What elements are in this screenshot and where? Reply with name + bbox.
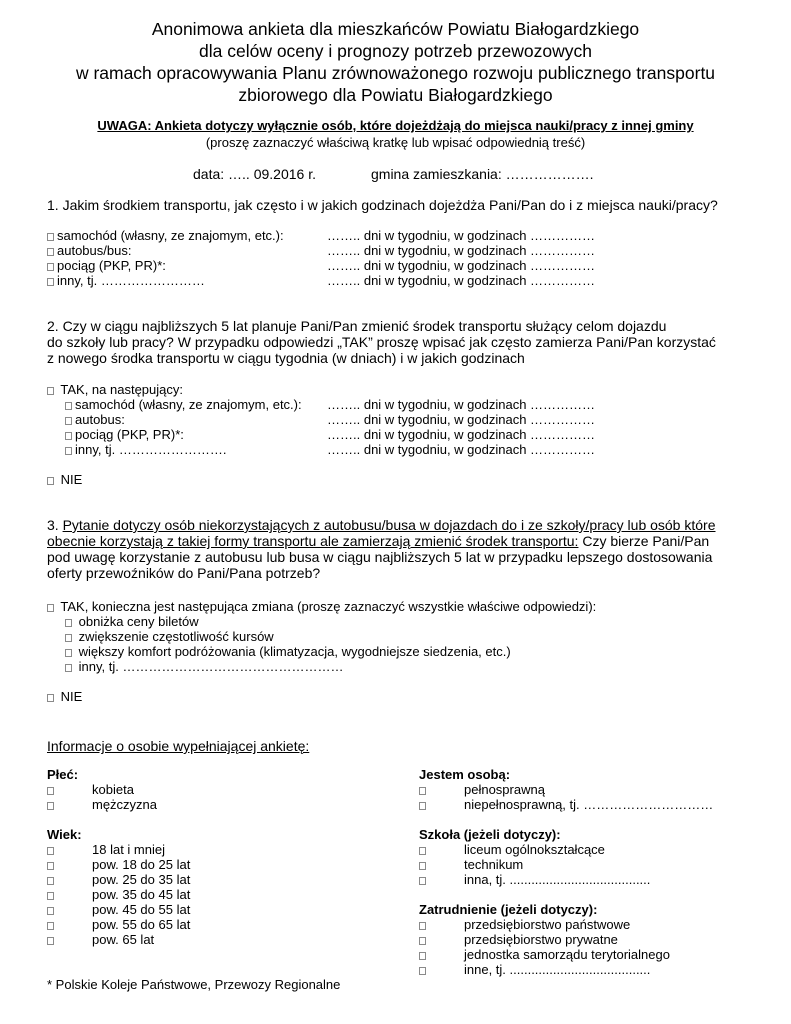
checkbox-icon[interactable] <box>419 952 426 960</box>
question-3-line-2 <box>47 533 709 549</box>
question-2-line-1: 2. Czy w ciągu najbliższych 5 lat planuje Pani/Pan zmienić środek transportu służący celom dojazdu <box>47 318 667 334</box>
checkbox-icon[interactable] <box>419 877 426 885</box>
q1-frequency-field[interactable]: …….. dni w tygodniu, w godzinach …………… <box>327 243 596 258</box>
q1-frequency-field[interactable]: …….. dni w tygodniu, w godzinach …………… <box>327 258 596 273</box>
q3-option-label: inny, tj. …………………………………………… <box>78 659 344 674</box>
checkbox-icon[interactable] <box>47 787 54 795</box>
gmina-field[interactable]: gmina zamieszkania: ………………. <box>371 166 594 182</box>
disability-label: Jestem osobą: <box>419 767 511 782</box>
checkbox-icon[interactable] <box>47 862 54 870</box>
question-3-intro: Pytanie dotyczy osób niekorzystających z autobusu/busa w dojazdach do i ze szkoły/pracy lub osób które <box>62 517 716 533</box>
gender-option-label: mężczyzna <box>92 797 158 812</box>
warning-notice: UWAGA: Ankieta dotyczy wyłącznie osób, które dojeżdżają do miejsca nauki/pracy z innej gminy <box>97 118 694 133</box>
checkbox-icon[interactable] <box>419 847 426 855</box>
q1-option-label: inny, tj. …………………… <box>57 273 205 288</box>
q2-no-label: NIE <box>60 472 83 487</box>
survey-title-line-4: zbiorowego dla Powiatu Białogardzkiego <box>238 85 553 105</box>
school-option[interactable] <box>419 857 429 872</box>
q1-option-label: pociąg (PKP, PR)*: <box>57 258 166 273</box>
gender-option-label: kobieta <box>92 782 134 797</box>
q2-option-label: pociąg (PKP, PR)*: <box>75 427 184 442</box>
age-option[interactable] <box>47 857 57 872</box>
q2-frequency-field[interactable]: …….. dni w tygodniu, w godzinach …………… <box>327 427 596 442</box>
school-option-label[interactable]: inna, tj. ....................................... <box>464 872 651 887</box>
q3-option-frequency[interactable] <box>65 629 274 644</box>
checkbox-icon[interactable] <box>65 432 72 440</box>
q3-option-other[interactable] <box>65 659 343 674</box>
question-3-question-start: Czy bierze Pani/Pan <box>578 533 710 549</box>
q2-option-label: autobus: <box>75 412 125 427</box>
q1-frequency-field[interactable]: …….. dni w tygodniu, w godzinach …………… <box>327 228 596 243</box>
q2-option-label: inny, tj. ……………………. <box>75 442 227 457</box>
school-option[interactable] <box>419 842 429 857</box>
age-option[interactable] <box>47 887 57 902</box>
q3-yes-option[interactable] <box>47 599 596 614</box>
school-option-label: technikum <box>464 857 524 872</box>
q2-option-other[interactable] <box>65 442 226 457</box>
q3-no-option[interactable] <box>47 689 82 704</box>
q1-frequency-field[interactable]: …….. dni w tygodniu, w godzinach …………… <box>327 273 596 288</box>
age-option[interactable] <box>47 932 57 947</box>
survey-title-line-2: dla celów oceny i prognozy potrzeb przewozowych <box>199 41 592 61</box>
age-option[interactable] <box>47 842 57 857</box>
info-heading: Informacje o osobie wypełniającej ankietę: <box>47 738 310 754</box>
q2-yes-option[interactable] <box>47 382 183 397</box>
age-option-label: pow. 25 do 35 lat <box>92 872 191 887</box>
checkbox-icon[interactable] <box>47 802 54 810</box>
gender-option-male[interactable] <box>47 797 57 812</box>
disability-option-label[interactable]: niepełnosprawną, tj. ………………………… <box>464 797 714 812</box>
footnote: * Polskie Koleje Państwowe, Przewozy Regionalne <box>47 977 341 992</box>
q1-option-bus[interactable] <box>47 243 131 258</box>
q2-frequency-field[interactable]: …….. dni w tygodniu, w godzinach …………… <box>327 397 596 412</box>
employment-option-label: jednostka samorządu terytorialnego <box>464 947 670 962</box>
q3-option-label: obniżka ceny biletów <box>78 614 199 629</box>
checkbox-icon[interactable] <box>47 278 54 286</box>
checkbox-icon[interactable] <box>47 922 54 930</box>
q2-option-train[interactable] <box>65 427 184 442</box>
checkbox-icon[interactable] <box>47 847 54 855</box>
checkbox-icon[interactable] <box>65 649 72 657</box>
q1-option-label: autobus/bus: <box>57 243 132 258</box>
age-option[interactable] <box>47 917 57 932</box>
checkbox-icon[interactable] <box>65 402 72 410</box>
disability-option[interactable] <box>419 782 429 797</box>
age-option-label: pow. 65 lat <box>92 932 155 947</box>
disability-option[interactable] <box>419 797 429 812</box>
date-field[interactable]: data: ….. 09.2016 r. <box>193 166 316 182</box>
question-2-line-2: do szkoły lub pracy? W przypadku odpowiedzi „TAK” proszę wpisać jak często zamierza Pani/Pan korzystać <box>47 334 716 350</box>
checkbox-icon[interactable] <box>47 233 54 241</box>
checkbox-icon[interactable] <box>47 248 54 256</box>
checkbox-icon[interactable] <box>47 604 54 612</box>
checkbox-icon[interactable] <box>47 907 54 915</box>
q3-option-label: zwiększenie częstotliwość kursów <box>78 629 274 644</box>
survey-title-line-1: Anonimowa ankieta dla mieszkańców Powiatu Białogardzkiego <box>151 19 640 39</box>
q2-option-label: samochód (własny, ze znajomym, etc.): <box>75 397 302 412</box>
q2-frequency-field[interactable]: …….. dni w tygodniu, w godzinach …………… <box>327 412 596 427</box>
checkbox-icon[interactable] <box>419 967 426 975</box>
q3-no-label: NIE <box>60 689 83 704</box>
q2-option-car[interactable] <box>65 397 302 412</box>
employment-option[interactable] <box>419 962 429 977</box>
question-3-intro-continued: obecnie korzystają z takiej formy transportu ale zamierzają zmienić środek transportu: <box>47 533 579 549</box>
age-option[interactable] <box>47 872 57 887</box>
q3-option-price[interactable] <box>65 614 199 629</box>
question-3-line-4: oferty przewoźników do Pani/Pana potrzeb? <box>47 565 321 581</box>
checkbox-icon[interactable] <box>47 937 54 945</box>
q3-option-comfort[interactable] <box>65 644 511 659</box>
employment-option[interactable] <box>419 947 429 962</box>
checkbox-icon[interactable] <box>419 922 426 930</box>
question-3-number: 3. <box>47 517 63 533</box>
checkbox-icon[interactable] <box>419 937 426 945</box>
q1-option-car[interactable] <box>47 228 284 243</box>
age-option-label: 18 lat i mniej <box>92 842 165 857</box>
employment-option-label[interactable]: inne, tj. ....................................... <box>464 962 651 977</box>
q2-yes-label: TAK, na następujący: <box>60 382 183 397</box>
checkbox-icon[interactable] <box>47 877 54 885</box>
checkbox-icon[interactable] <box>419 787 426 795</box>
checkbox-icon[interactable] <box>47 387 54 395</box>
q3-yes-label: TAK, konieczna jest następująca zmiana (proszę zaznaczyć wszystkie właściwe odpowiedzi): <box>60 599 597 614</box>
checkbox-icon[interactable] <box>47 892 54 900</box>
question-3-line-3: pod uwagę korzystanie z autobusu lub busa w ciągu najbliższych 5 lat w przypadku lepszego dostosowania <box>47 549 713 565</box>
age-option-label: pow. 45 do 55 lat <box>92 902 191 917</box>
age-option[interactable] <box>47 902 57 917</box>
checkbox-icon[interactable] <box>47 263 54 271</box>
instruction-text: (proszę zaznaczyć właściwą kratkę lub wpisać odpowiednią treść) <box>205 135 586 150</box>
q1-option-train[interactable] <box>47 258 166 273</box>
school-option-label: liceum ogólnokształcące <box>464 842 605 857</box>
checkbox-icon[interactable] <box>419 862 426 870</box>
checkbox-icon[interactable] <box>65 634 72 642</box>
school-option[interactable] <box>419 872 429 887</box>
checkbox-icon[interactable] <box>65 619 72 627</box>
gender-label: Płeć: <box>47 767 79 782</box>
q1-option-other[interactable] <box>47 273 205 288</box>
checkbox-icon[interactable] <box>65 664 72 672</box>
q3-option-label: większy komfort podróżowania (klimatyzacja, wygodniejsze siedzenia, etc.) <box>78 644 511 659</box>
checkbox-icon[interactable] <box>419 802 426 810</box>
age-label: Wiek: <box>47 827 82 842</box>
question-2-line-3: z nowego środka transportu w ciągu tygodnia (w dniach) i w jakich godzinach <box>47 350 525 366</box>
q2-no-option[interactable] <box>47 472 82 487</box>
checkbox-icon[interactable] <box>65 447 72 455</box>
employment-option[interactable] <box>419 932 429 947</box>
survey-title-line-3: w ramach opracowywania Planu zrównoważonego rozwoju publicznego transportu <box>75 63 716 83</box>
age-option-label: pow. 35 do 45 lat <box>92 887 191 902</box>
q2-option-bus[interactable] <box>65 412 125 427</box>
school-label: Szkoła (jeżeli dotyczy): <box>419 827 561 842</box>
question-3-line-1 <box>47 517 716 533</box>
gender-option-female[interactable] <box>47 782 57 797</box>
employment-option[interactable] <box>419 917 429 932</box>
question-1-text: 1. Jakim środkiem transportu, jak często i w jakich godzinach dojeżdża Pani/Pan do i z miejsca nauki/pracy? <box>47 197 718 213</box>
checkbox-icon[interactable] <box>47 694 54 702</box>
employment-option-label: przedsiębiorstwo prywatne <box>464 932 618 947</box>
age-option-label: pow. 55 do 65 lat <box>92 917 191 932</box>
checkbox-icon[interactable] <box>65 417 72 425</box>
checkbox-icon[interactable] <box>47 477 54 485</box>
q1-option-label: samochód (własny, ze znajomym, etc.): <box>57 228 284 243</box>
employment-option-label: przedsiębiorstwo państwowe <box>464 917 631 932</box>
age-option-label: pow. 18 do 25 lat <box>92 857 191 872</box>
q2-frequency-field[interactable]: …….. dni w tygodniu, w godzinach …………… <box>327 442 596 457</box>
employment-label: Zatrudnienie (jeżeli dotyczy): <box>419 902 598 917</box>
disability-option-label: pełnosprawną <box>464 782 545 797</box>
